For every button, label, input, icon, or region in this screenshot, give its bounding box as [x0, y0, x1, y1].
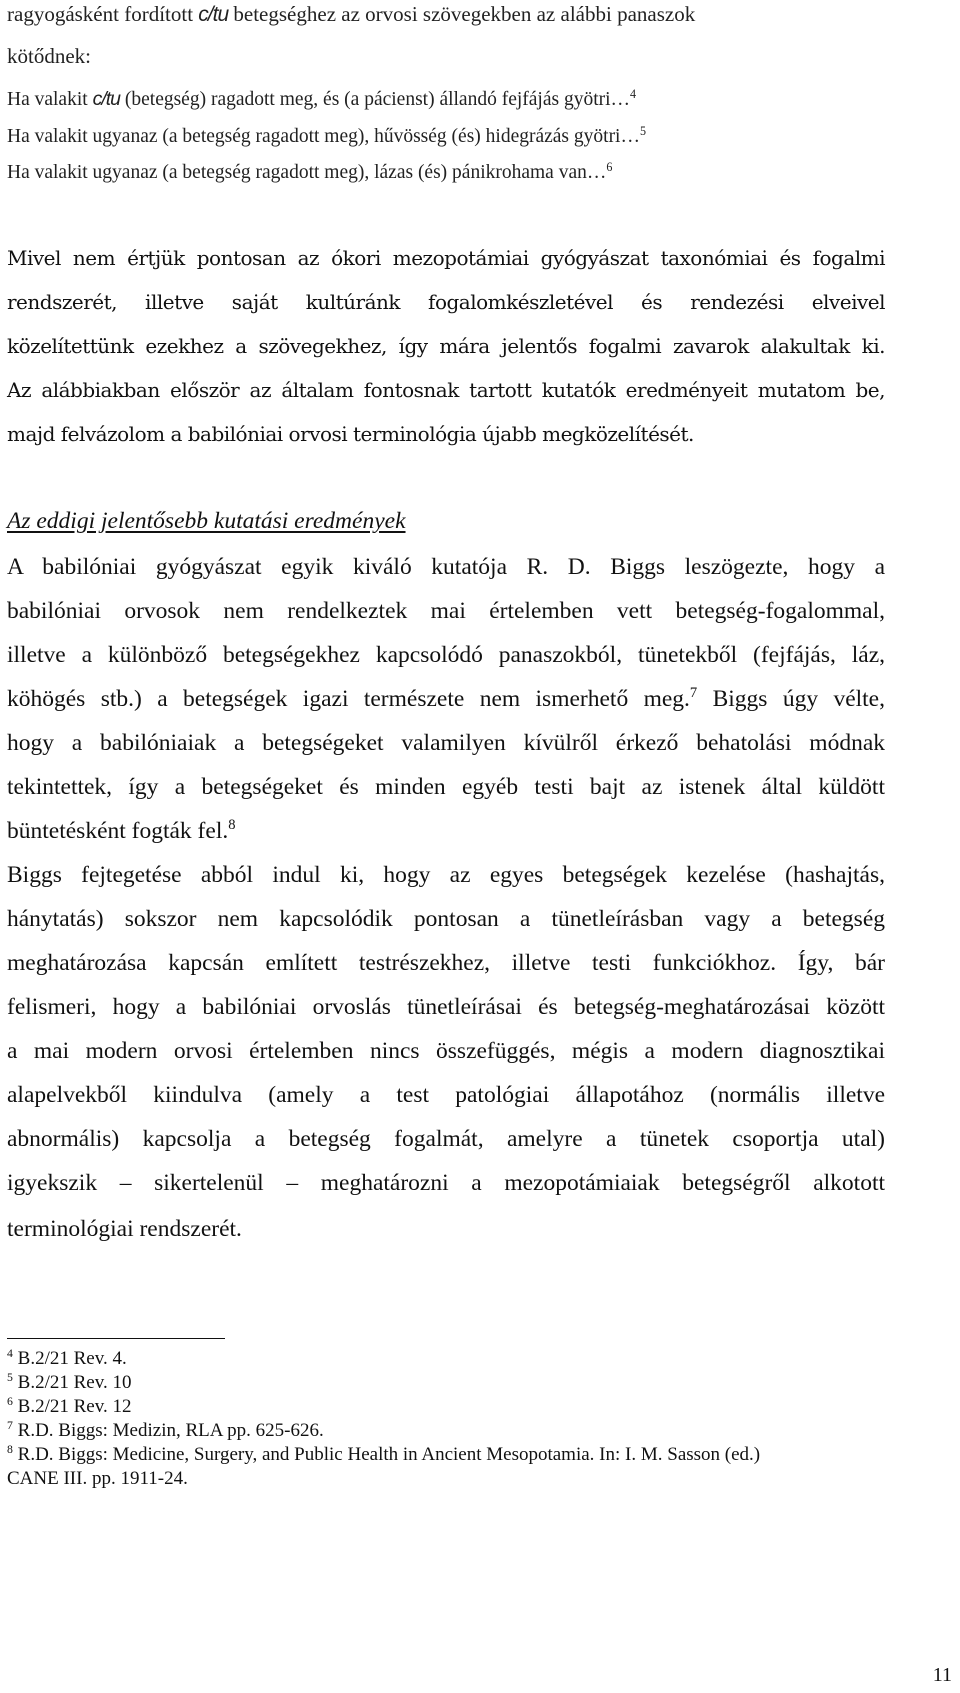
para3-line [7, 818, 236, 845]
para2-line: rendszerét, illetve saját kultúránk fogalomkészletével és rendezési elveivel [7, 290, 885, 314]
para4-line: hánytatás) sokszor nem kapcsolódik pontosan a tünetleírásban vagy a betegség [7, 906, 885, 932]
footnote-ref[interactable]: 6 [606, 159, 613, 174]
footnote-number: 5 [7, 1370, 13, 1384]
footnote-text: R.D. Biggs: Medicine, Surgery, and Public Health in Ancient Mesopotamia. In: I. M. Sasson (ed.) [17, 1444, 761, 1465]
para4-line: meghatározása kapcsán említett testrészekhez, illetve testi funkciókhoz. Így, bár [7, 950, 885, 976]
footnote-ref[interactable]: 4 [630, 86, 637, 101]
section-heading: Az eddigi jelentősebb kutatási eredmények [7, 508, 406, 534]
text: betegséghez az orvosi szövegekben az alábbi panaszok [228, 2, 696, 26]
para3-line [7, 686, 885, 713]
para4-line: igyekszik – sikertelenül – meghatározni a mezopotámiaiak betegségről alkotott [7, 1170, 885, 1196]
footnote-number: 4 [7, 1346, 13, 1360]
footnote-text: R.D. Biggs: Medizin, RLA pp. 625-626. [17, 1420, 324, 1441]
footnote-6 [7, 1396, 131, 1418]
para2-line: majd felvázolom a babilóniai orvosi terminológia újabb megközelítését. [7, 422, 694, 446]
para2-line: közelítettünk ezekhez a szövegekhez, így mára jelentős fogalmi zavarok alakultak ki. [7, 334, 885, 358]
footnote-text: B.2/21 Rev. 4. [17, 1348, 127, 1369]
footnote-number: 6 [7, 1394, 13, 1408]
footnote-divider [7, 1338, 225, 1339]
para4-line: abnormális) kapcsolja a betegség fogalmát, amelyre a tünetek csoportja utal) [7, 1126, 885, 1152]
quote-line-3 [7, 159, 613, 184]
para3-line: illetve a különböző betegségekhez kapcsolódó panaszokból, tünetekből (fejfájás, láz, [7, 642, 885, 668]
footnote-ref[interactable]: 5 [639, 123, 647, 138]
text: köhögés stb.) a betegségek igazi természete nem ismerhető meg. [7, 686, 690, 712]
text: ragyogásként fordított [7, 2, 199, 26]
quote-line-1 [7, 88, 636, 111]
para3-line: hogy a babilóniaiak a betegségeket valamilyen kívülről érkező behatolási módnak [7, 730, 885, 756]
footnote-number: 7 [7, 1418, 13, 1432]
para4-line: alapelvekből kiindulva (amely a test patológiai állapotához (normális illetve [7, 1082, 885, 1108]
footnote-ref[interactable]: 7 [689, 685, 698, 702]
para3-line: A babilóniai gyógyászat egyik kiváló kutatója R. D. Biggs leszögezte, hogy a [7, 554, 885, 580]
text: Ha valakit ugyanaz (a betegség ragadott meg), lázas (és) pánikrohama van… [7, 162, 607, 183]
para2-line: Az alábbiakban először az általam fontosnak tartott kutatók eredményeit mutatom be, [7, 378, 885, 402]
para4-line: a mai modern orvosi értelemben nincs összefüggés, mégis a modern diagnosztikai [7, 1038, 885, 1064]
text: Ha valakit ugyanaz (a betegség ragadott meg), hűvösség (és) hidegrázás gyötri… [7, 126, 640, 147]
para4-line: felismeri, hogy a babilóniai orvoslás tünetleírásai és betegség-meghatározásai között [7, 994, 885, 1020]
text: büntetésként fogták fel. [7, 818, 229, 844]
footnote-7 [7, 1420, 324, 1442]
footnote-8 [7, 1444, 760, 1466]
footnote-4 [7, 1348, 127, 1370]
footnote-5 [7, 1372, 131, 1394]
para4-line: terminológiai rendszerét. [7, 1216, 242, 1242]
page-number: 11 [932, 1664, 952, 1686]
footnote-ref[interactable]: 8 [228, 817, 236, 834]
footnote-number: 8 [7, 1442, 13, 1456]
para4-line: Biggs fejtegetése abból indul ki, hogy az egyes betegségek kezelése (hashajtás, [7, 862, 885, 888]
para2-line: Mivel nem értjük pontosan az ókori mezopotámiai gyógyászat taxonómiai és fogalmi [7, 246, 885, 270]
footnote-text: B.2/21 Rev. 10 [17, 1372, 132, 1393]
term-ctu: c/tu [92, 88, 120, 110]
para3-line: tekintettek, így a betegségeket és minden egyéb testi bajt az istenek által küldött [7, 774, 885, 800]
para1-line1 [7, 2, 695, 27]
text: Biggs úgy vélte, [697, 686, 885, 712]
text: Ha valakit [7, 89, 93, 110]
footnote-text: B.2/21 Rev. 12 [17, 1396, 132, 1417]
para1-line2: kötődnek: [7, 44, 91, 68]
text: (betegség) ragadott meg, és (a pácienst) állandó fejfájás gyötri… [120, 89, 631, 110]
footnote-8-continued: CANE III. pp. 1911-24. [7, 1468, 188, 1489]
quote-line-2 [7, 123, 647, 148]
para3-line: babilóniai orvosok nem rendelkeztek mai értelemben vett betegség-fogalommal, [7, 598, 885, 624]
term-ctu: c/tu [198, 3, 229, 26]
